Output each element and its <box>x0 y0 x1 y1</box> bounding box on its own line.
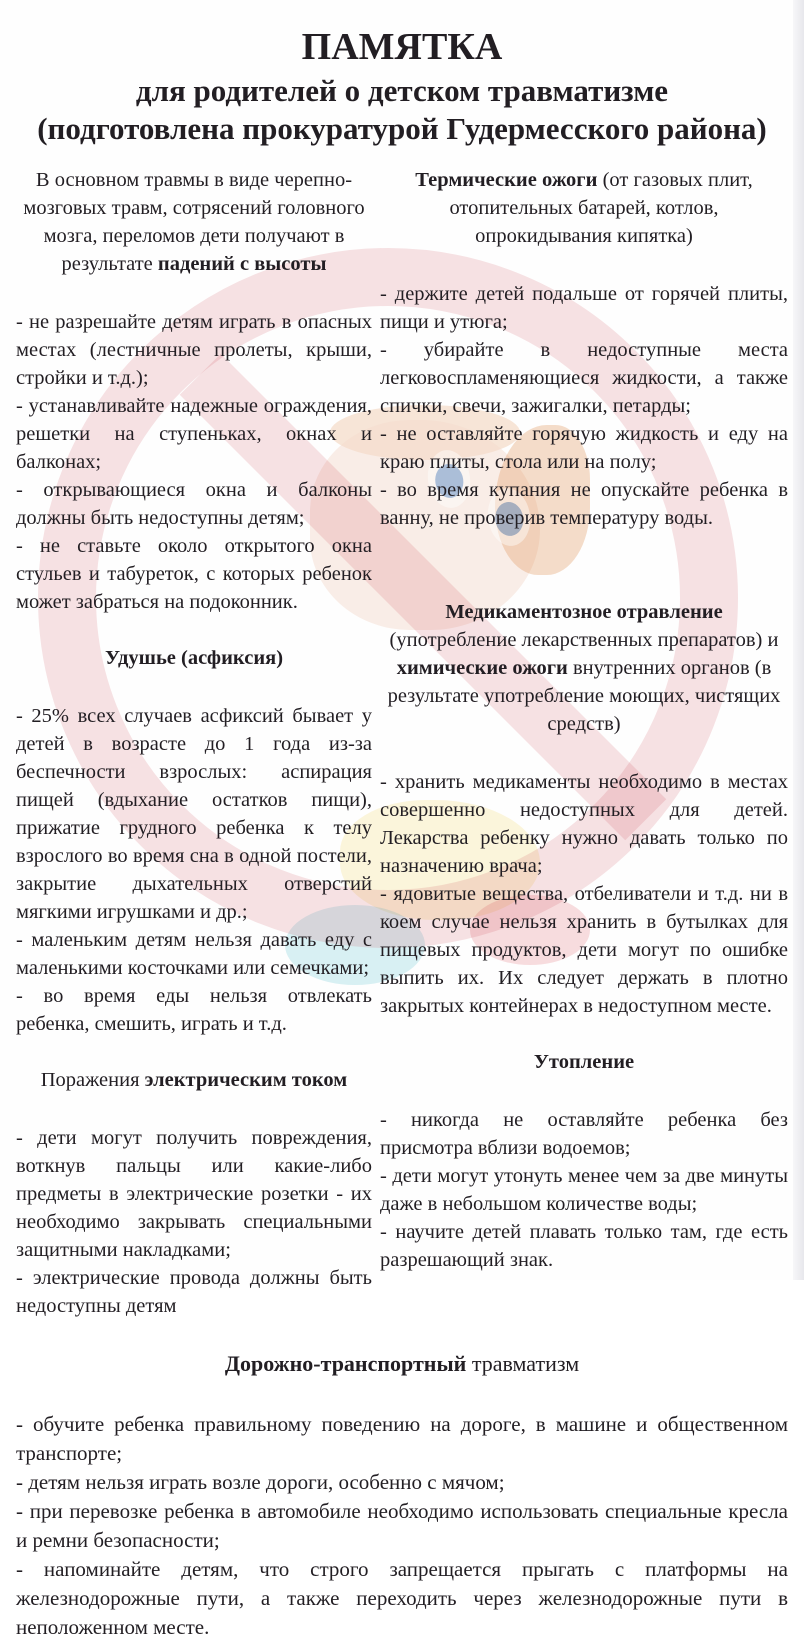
section-drowning <box>380 1048 788 1274</box>
bullet-item: - во время купания не опускайте ребенка в ванну, не проверив температуру воды. <box>380 478 788 529</box>
bullet-item: - не оставляйте горячую жидкость и еду на краю плиты, стола или на полу; <box>380 422 788 473</box>
section-heading-thermal-burns <box>380 166 788 250</box>
section-medication-poisoning <box>380 598 788 1020</box>
right-column <box>380 166 788 1320</box>
section-heading-asphyxia <box>16 644 372 672</box>
heading-bold-text: Утопление <box>533 1050 635 1073</box>
bullet-item: - держите детей подальше от горячей плиты, пищи и утюга; <box>380 282 788 333</box>
section-heading-falls <box>16 166 372 278</box>
bullet-item: - электрические провода должны быть недоступны детям <box>16 1266 372 1317</box>
heading-bold-text: Медикаментозное отравление <box>445 600 723 623</box>
heading-text: (употребление лекарственных препаратов) и <box>389 628 779 651</box>
bullet-item: - маленьким детям нельзя давать еду с маленькими косточками или семечками; <box>16 928 372 979</box>
heading-bold-text: электрическим током <box>144 1068 348 1091</box>
heading-text: В основном травмы в виде черепно-мозговых травм, сотрясений головного мозга, переломов дети получают в результате <box>23 168 365 275</box>
document-header <box>16 24 788 148</box>
bullet-item: - обучите ребенка правильному поведению на дороге, в машине и общественном транспорте; <box>16 1411 788 1465</box>
heading-bold-text: Термические ожоги <box>415 168 598 191</box>
bullet-item: - не ставьте около открытого окна стульев и табуреток, с которых ребенок может забраться на подоконник. <box>16 534 372 613</box>
section-asphyxia <box>16 644 372 1038</box>
bullet-item: - при перевозке ребенка в автомобиле необходимо использовать специальные кресла и ремни безопасности; <box>16 1498 788 1552</box>
page-title: ПАМЯТКА <box>301 26 503 68</box>
bullet-item: - напоминайте детям, что строго запрещается прыгать с платформы на железнодорожные пути, а также переходить через железнодорожные пути в неположенном месте. <box>16 1556 788 1639</box>
page-subtitle-secondary: (подготовлена прокуратурой Гудермесского района) <box>37 111 767 147</box>
section-road-traffic <box>16 1350 788 1642</box>
section-heading-road-traffic <box>16 1350 788 1378</box>
bullet-item: - убирайте в недоступные места легковоспламеняющиеся жидкости, а также спички, свечи, зажигалки, петарды; <box>380 338 788 417</box>
two-column-layout <box>16 166 788 1320</box>
bullet-item: - не разрешайте детям играть в опасных местах (лестничные пролеты, крыши, стройки и т.д.); <box>16 310 372 389</box>
heading-text: Поражения <box>40 1068 145 1091</box>
heading-bold-text: Дорожно-транспортный <box>224 1350 467 1376</box>
left-column <box>16 166 372 1320</box>
page-edge <box>793 0 804 1280</box>
heading-bold-text: Удушье (асфиксия) <box>104 646 284 669</box>
heading-bold-text: падений с высоты <box>157 252 327 275</box>
heading-text: травматизм <box>466 1350 580 1376</box>
bullet-item: - никогда не оставляйте ребенка без присмотра вблизи водоемов; <box>380 1108 788 1159</box>
heading-bold-text: химические ожоги <box>396 656 568 679</box>
bullet-item: - во время еды нельзя отвлекать ребенка, смешить, играть и т.д. <box>16 984 372 1035</box>
bullet-item: - хранить медикаменты необходимо в местах совершенно недоступных для детей. Лекарства ребенку нужно давать только по назначению врача; <box>380 770 788 877</box>
section-heading-drowning <box>380 1048 788 1076</box>
heading-text: внутренних органов (в результате употребление моющих, чистящих средств) <box>387 656 781 735</box>
page-subtitle: для родителей о детском травматизме <box>135 73 669 109</box>
bottom-section <box>16 1350 788 1642</box>
bullet-item: - ядовитые вещества, отбеливатели и т.д. ни в коем случае нельзя хранить в бутылках для пищевых продуктов, дети могут по ошибке выпить их. Их следует держать в плотно закрытых контейнерах в недоступном месте. <box>380 882 788 1017</box>
bullet-item: - детям нельзя играть возле дороги, особенно с мячом; <box>16 1469 505 1494</box>
heading-text: (от газовых плит, отопительных батарей, котлов, опрокидывания кипятка) <box>449 168 753 247</box>
section-heading-electric-shock <box>16 1066 372 1094</box>
bullet-item: - открывающиеся окна и балконы должны быть недоступны детям; <box>16 478 372 529</box>
section-electric-shock <box>16 1066 372 1320</box>
bullet-item: - 25% всех случаев асфиксий бывает у детей в возрасте до 1 года из-за беспечности взрослых: аспирация пищей (вдыхание остатков пищи), прижатие грудного ребенка к телу взрослого во время сна в одной постели, закрытие дыхательных отверстий мягкими игрушками и др.; <box>16 704 372 923</box>
bullet-item: - дети могут утонуть менее чем за две минуты даже в небольшом количестве воды; <box>380 1164 788 1215</box>
bullet-item: - научите детей плавать только там, где есть разрешающий знак. <box>380 1220 788 1271</box>
section-falls <box>16 166 372 616</box>
bullet-item: - дети могут получить повреждения, воткнув пальцы или какие-либо предметы в электрические розетки - их необходимо закрывать специальными защитными накладками; <box>16 1126 372 1261</box>
bullet-item: - устанавливайте надежные ограждения, решетки на ступеньках, окнах и балконах; <box>16 394 372 473</box>
section-heading-medication-poisoning <box>380 598 788 738</box>
section-thermal-burns <box>380 166 788 532</box>
